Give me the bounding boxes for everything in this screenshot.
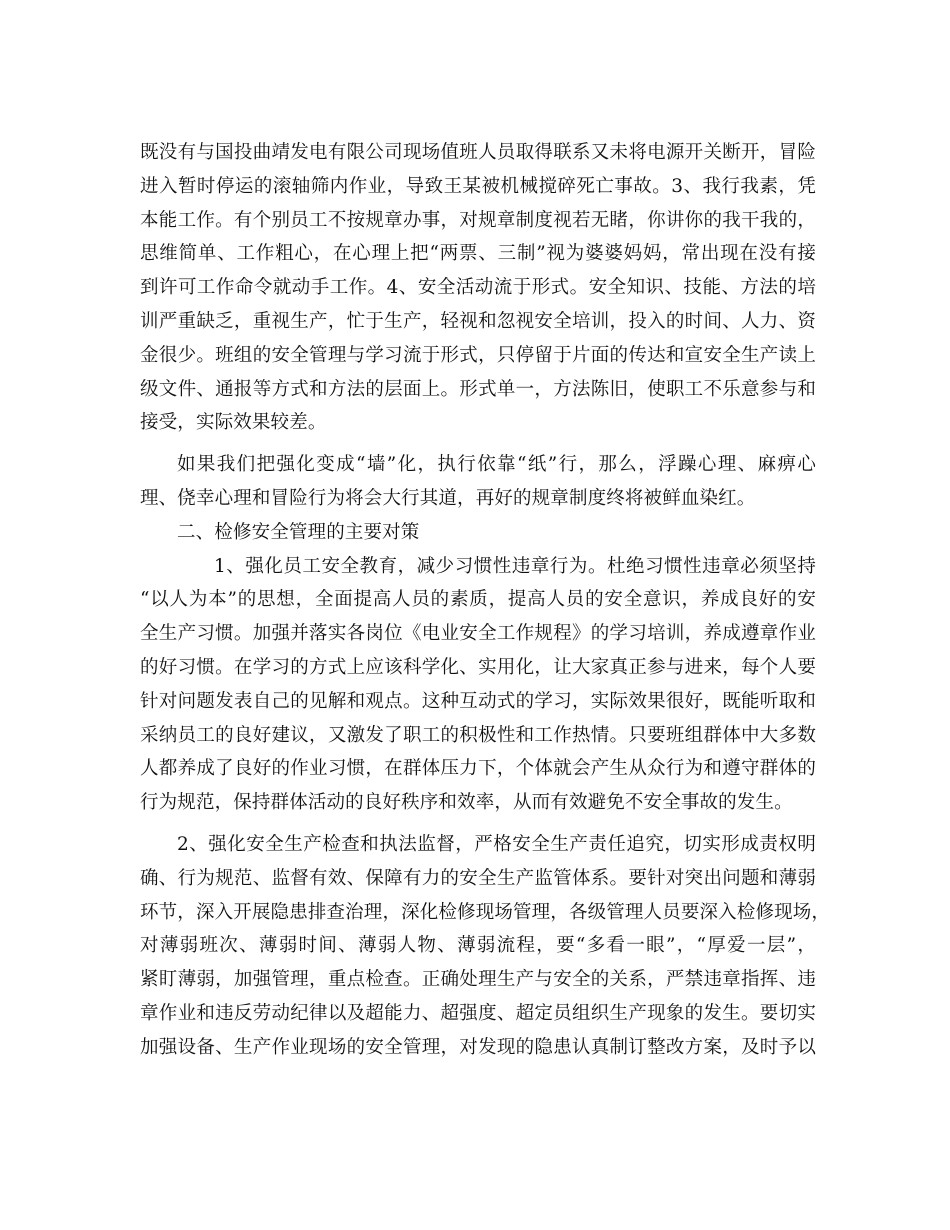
text-line: 本能工作。有个别员工不按规章办事，对规章制度视若无睹，你讲你的我干我的，	[140, 209, 816, 231]
text-line: 确、行为规范、监督有效、保障有力的安全生产监管体系。要针对突出问题和薄弱	[140, 867, 816, 889]
text-line: 2、强化安全生产检查和执法监督，严格安全生产责任追究，切实形成责权明	[177, 833, 816, 855]
text-line: 训严重缺乏，重视生产，忙于生产，轻视和忽视安全培训，投入的时间、人力、资	[140, 310, 816, 332]
text-line: 到许可工作命令就动手工作。4、安全活动流于形式。安全知识、技能、方法的培	[140, 277, 816, 299]
text-line: 接受，实际效果较差。	[140, 412, 327, 434]
text-line: 级文件、通报等方式和方法的层面上。形式单一，方法陈旧，使职工不乐意参与和	[140, 378, 816, 400]
text-line: 针对问题发表自己的见解和观点。这种互动式的学习，实际效果很好，既能听取和	[140, 690, 816, 712]
text-line: “以人为本”的思想，全面提高人员的素质，提高人员的安全意识，养成良好的安	[140, 589, 816, 611]
text-line: 对薄弱班次、薄弱时间、薄弱人物、薄弱流程，要“多看一眼”，“厚爱一层”，	[140, 935, 816, 957]
text-line: 环节，深入开展隐患排查治理，深化检修现场管理，各级管理人员要深入检修现场，	[140, 901, 831, 923]
text-line: 理、侥幸心理和冒险行为将会大行其道，再好的规章制度终将被鲜血染红。	[140, 487, 756, 509]
text-line: 采纳员工的良好建议，又激发了职工的积极性和工作热情。只要班组群体中大多数	[140, 724, 816, 746]
text-line: 行为规范，保持群体活动的良好秩序和效率，从而有效避免不安全事故的发生。	[140, 792, 793, 814]
text-line: 进入暂时停运的滚轴筛内作业，导致王某被机械搅碎死亡事故。3、我行我素，凭	[140, 175, 816, 197]
text-line: 加强设备、生产作业现场的安全管理，对发现的隐患认真制订整改方案，及时予以	[140, 1036, 816, 1058]
text-line: 的好习惯。在学习的方式上应该科学化、实用化，让大家真正参与进来，每个人要	[140, 656, 816, 678]
text-line: 金很少。班组的安全管理与学习流于形式，只停留于片面的传达和宣安全生产读上	[140, 344, 816, 366]
section-heading: 二、检修安全管理的主要对策	[177, 521, 420, 543]
text-line: 1、强化员工安全教育，减少习惯性违章行为。杜绝习惯性违章必须坚持	[214, 555, 816, 577]
text-line: 人都养成了良好的作业习惯，在群体压力下，个体就会产生从众行为和遵守群体的	[140, 758, 816, 780]
text-line: 紧盯薄弱，加强管理，重点检查。正确处理生产与安全的关系，严禁违章指挥、违	[140, 969, 816, 991]
text-line: 章作业和违反劳动纪律以及超能力、超强度、超定员组织生产现象的发生。要切实	[140, 1002, 816, 1024]
text-line: 思维简单、工作粗心，在心理上把“两票、三制”视为婆婆妈妈，常出现在没有接	[140, 243, 816, 265]
text-line: 全生产习惯。加强并落实各岗位《电业安全工作规程》的学习培训，养成遵章作业	[140, 623, 816, 645]
text-line: 既没有与国投曲靖发电有限公司现场值班人员取得联系又未将电源开关断开，冒险	[140, 142, 816, 163]
body-text	[140, 136, 831, 1065]
text-line: 如果我们把强化变成“墙”化，执行依靠“纸”行，那么，浮躁心理、麻痹心	[177, 454, 816, 476]
